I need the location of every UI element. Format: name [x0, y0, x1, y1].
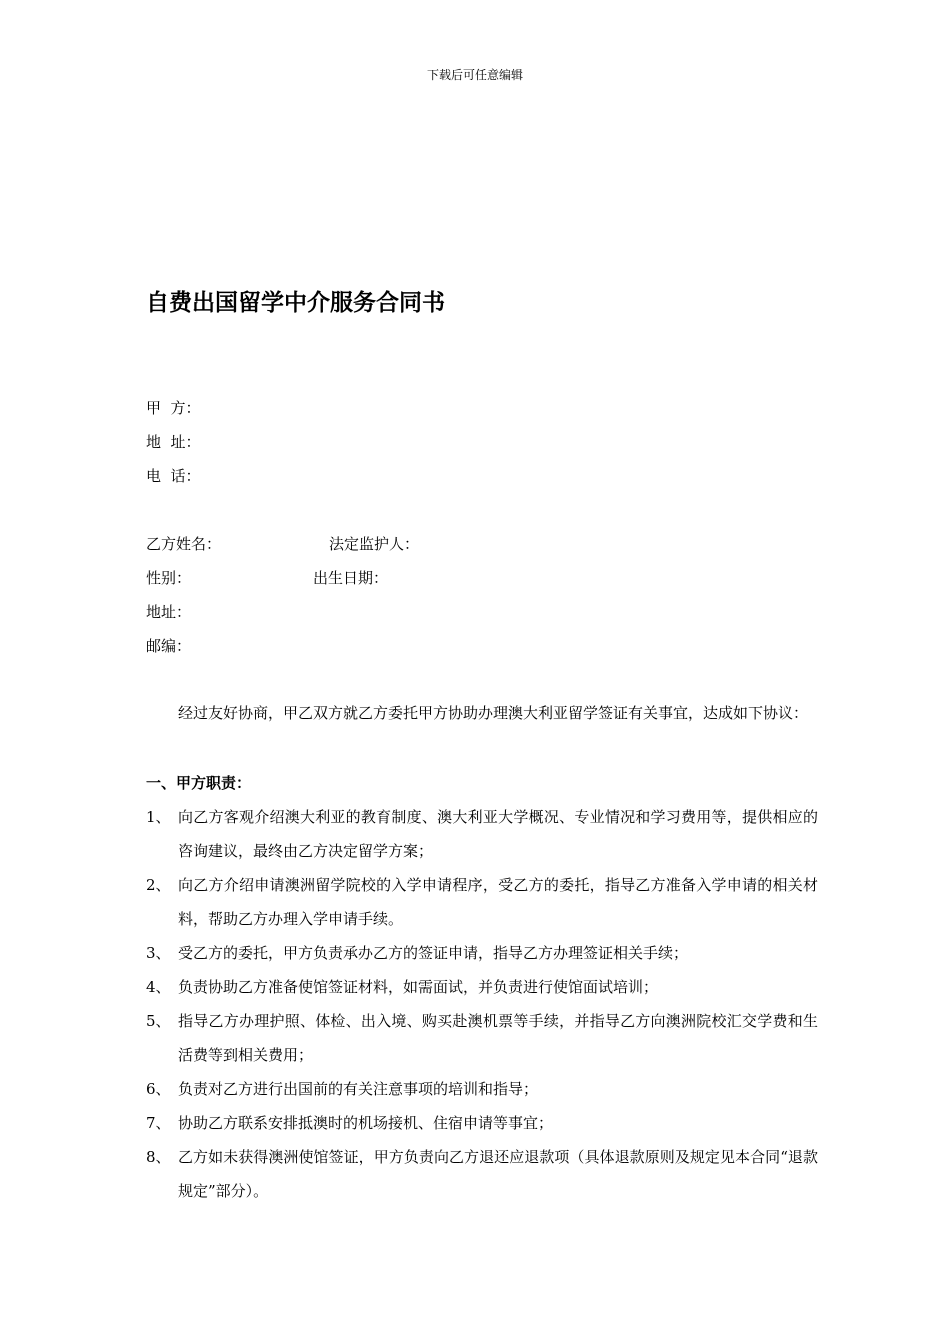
list-item: [146, 800, 818, 868]
intro-text: 经过友好协商，甲乙双方就乙方委托甲方协助办理澳大利亚留学签证有关事宜，达成如下协议：: [178, 704, 809, 722]
list-item-text: 负责协助乙方准备使馆签证材料，如需面试，并负责进行使馆面试培训；: [178, 978, 659, 996]
list-item-text: 负责对乙方进行出国前的有关注意事项的培训和指导；: [178, 1080, 539, 1098]
list-item: [146, 1106, 818, 1140]
list-item: [146, 1004, 818, 1072]
list-item: [146, 936, 818, 970]
party-b-birth-label: 出生日期：: [313, 569, 389, 587]
list-item-text: 受乙方的委托，甲方负责承办乙方的签证申请，指导乙方办理签证相关手续；: [178, 944, 689, 962]
party-b-guardian-label: 法定监护人：: [329, 535, 420, 553]
party-b-address-label: 地址：: [146, 603, 192, 621]
header-note: 下载后可任意编辑: [426, 68, 523, 82]
section-heading: 一、甲方职责：: [146, 774, 252, 792]
list-item-number: 3、: [146, 944, 171, 962]
party-a-address-label: 地 址：: [146, 433, 201, 451]
list-item-text: 向乙方客观介绍澳大利亚的教育制度、澳大利亚大学概况、专业情况和学习费用等，提供相应的咨询建议，最终由乙方决定留学方案；: [178, 808, 818, 860]
list-item-text: 向乙方介绍申请澳洲留学院校的入学申请程序，受乙方的委托，指导乙方准备入学申请的相关材料，帮助乙方办理入学申请手续。: [178, 876, 818, 928]
list-item: [146, 1072, 818, 1106]
list-item-number: 7、: [146, 1114, 171, 1132]
list-item: [146, 970, 818, 1004]
list-item-text: 乙方如未获得澳洲使馆签证，甲方负责向乙方退还应退款项（具体退款原则及规定见本合同“退款规定”部分）。: [178, 1148, 818, 1200]
party-a-phone-label: 电 话：: [146, 467, 201, 485]
list-item-number: 4、: [146, 978, 171, 996]
party-a-name-label: 甲 方：: [146, 399, 201, 417]
list-item: [146, 868, 818, 936]
duties-list: [146, 800, 818, 1208]
party-b-postcode-label: 邮编：: [146, 637, 192, 655]
intro-paragraph: [146, 696, 818, 730]
document-title: 自费出国留学中介服务合同书: [146, 290, 445, 316]
list-item-number: 1、: [146, 808, 171, 826]
list-item-number: 6、: [146, 1080, 171, 1098]
list-item-text: 协助乙方联系安排抵澳时的机场接机、住宿申请等事宜；: [178, 1114, 554, 1132]
list-item-number: 8、: [146, 1148, 171, 1166]
party-b-gender-label: 性别：: [146, 569, 192, 587]
list-item: [146, 1140, 818, 1208]
list-item-number: 2、: [146, 876, 171, 894]
party-b-name-label: 乙方姓名：: [146, 535, 222, 553]
list-item-number: 5、: [146, 1012, 171, 1030]
list-item-text: 指导乙方办理护照、体检、出入境、购买赴澳机票等手续，并指导乙方向澳洲院校汇交学费和生活费等到相关费用；: [178, 1012, 818, 1064]
